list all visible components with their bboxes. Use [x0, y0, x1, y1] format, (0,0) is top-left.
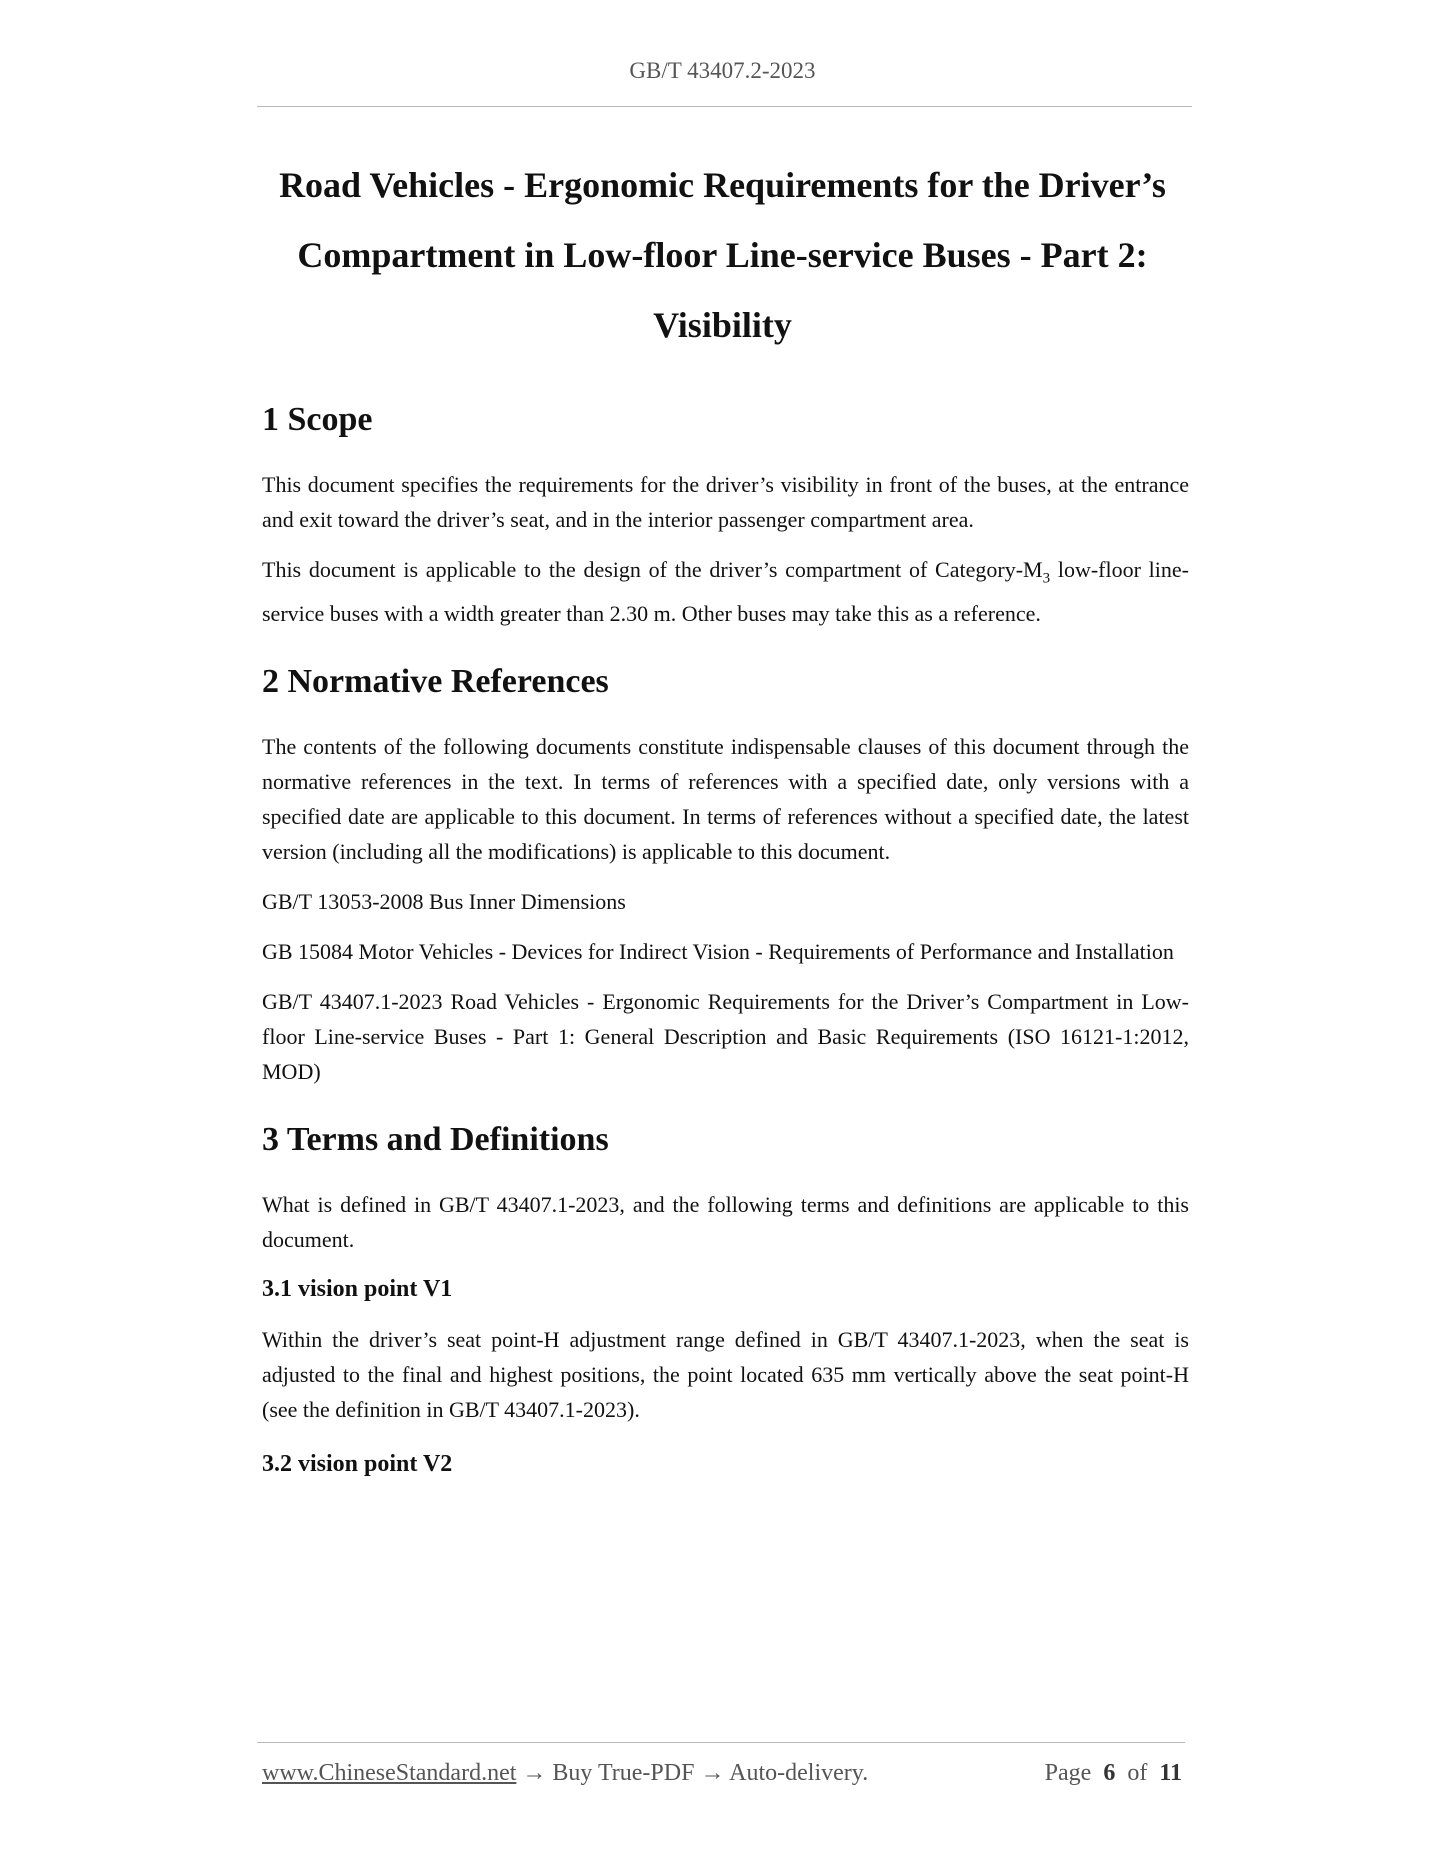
reference-item: GB/T 13053-2008 Bus Inner Dimensions: [262, 889, 626, 915]
page-label: Page: [1044, 1760, 1092, 1786]
total-page-count: 11: [1159, 1760, 1182, 1786]
scope-paragraph-1: This document specifies the requirements for the driver’s visibility in front of the buses, at the entrance and exit toward the driver’s seat, and in the interior passenger compartment area.: [262, 472, 1189, 532]
terms-intro-paragraph: What is defined in GB/T 43407.1-2023, and the following terms and definitions are applicable to this document.: [262, 1192, 1189, 1253]
footer-divider: [257, 1742, 1185, 1743]
arrow-right-icon: →: [522, 1760, 547, 1786]
document-body: [262, 395, 1189, 1482]
reference-item: GB/T 43407.1-2023 Road Vehicles - Ergonomic Requirements for the Driver’s Compartment in Low-floor Line-service Buses - Part 1: General Description and Basic Requirements (ISO 16121-1:2012, MOD): [262, 989, 1189, 1085]
current-page-number: 6: [1103, 1760, 1116, 1786]
reference-item: GB 15084 Motor Vehicles - Devices for Indirect Vision - Requirements of Performance and Installation: [262, 939, 1174, 965]
website-link[interactable]: www.ChineseStandard.net: [262, 1760, 517, 1786]
title-line-1: Road Vehicles - Ergonomic Requirements for the Driver’s: [279, 165, 1166, 205]
buy-true-pdf-text: Buy True-PDF: [552, 1760, 695, 1786]
section-heading-terms-definitions: 3 Terms and Definitions: [262, 1121, 609, 1159]
references-intro-paragraph: The contents of the following documents constitute indispensable clauses of this document through the normative references in the text. In terms of references with a specified date, only versions with a specified date are applicable to this document. In terms of references without a specified date, the latest version (including all the modifications) is applicable to this document.: [262, 734, 1189, 865]
subsection-heading-vision-point-v1: 3.1 vision point V1: [262, 1276, 453, 1303]
auto-delivery-text: Auto-delivery.: [729, 1760, 869, 1786]
header-divider: [257, 106, 1192, 107]
scope-paragraph-2-continuation: low-floor line-service buses with a width greater than 2.30 m. Other buses may take this as a reference.: [262, 557, 1189, 627]
vision-point-v1-definition: Within the driver’s seat point-H adjustment range defined in GB/T 43407.1-2023, when the seat is adjusted to the final and highest positions, the point located 635 mm vertically above the seat point-H (see the definition in GB/T 43407.1-2023).: [262, 1327, 1189, 1423]
scope-paragraph-2-text: This document is applicable to the design of the driver’s compartment of Category-M: [262, 557, 1043, 582]
section-heading-normative-references: 2 Normative References: [262, 663, 609, 701]
subsection-heading-vision-point-v2: 3.2 vision point V2: [262, 1451, 453, 1478]
section-heading-scope: 1 Scope: [262, 401, 373, 438]
title-line-2: Compartment in Low-floor Line-service Buses - Part 2:: [297, 235, 1148, 275]
category-subscript: 3: [1042, 570, 1051, 587]
document-title: [230, 150, 1215, 360]
page-number: [1045, 1760, 1182, 1787]
title-line-3: Visibility: [653, 305, 792, 345]
page-header: GB/T 43407.2-2023: [629, 58, 816, 83]
of-label: of: [1127, 1760, 1148, 1786]
scope-paragraph-2: [262, 552, 1189, 631]
arrow-right-icon: →: [700, 1760, 725, 1786]
page-footer: [262, 1760, 1182, 1787]
